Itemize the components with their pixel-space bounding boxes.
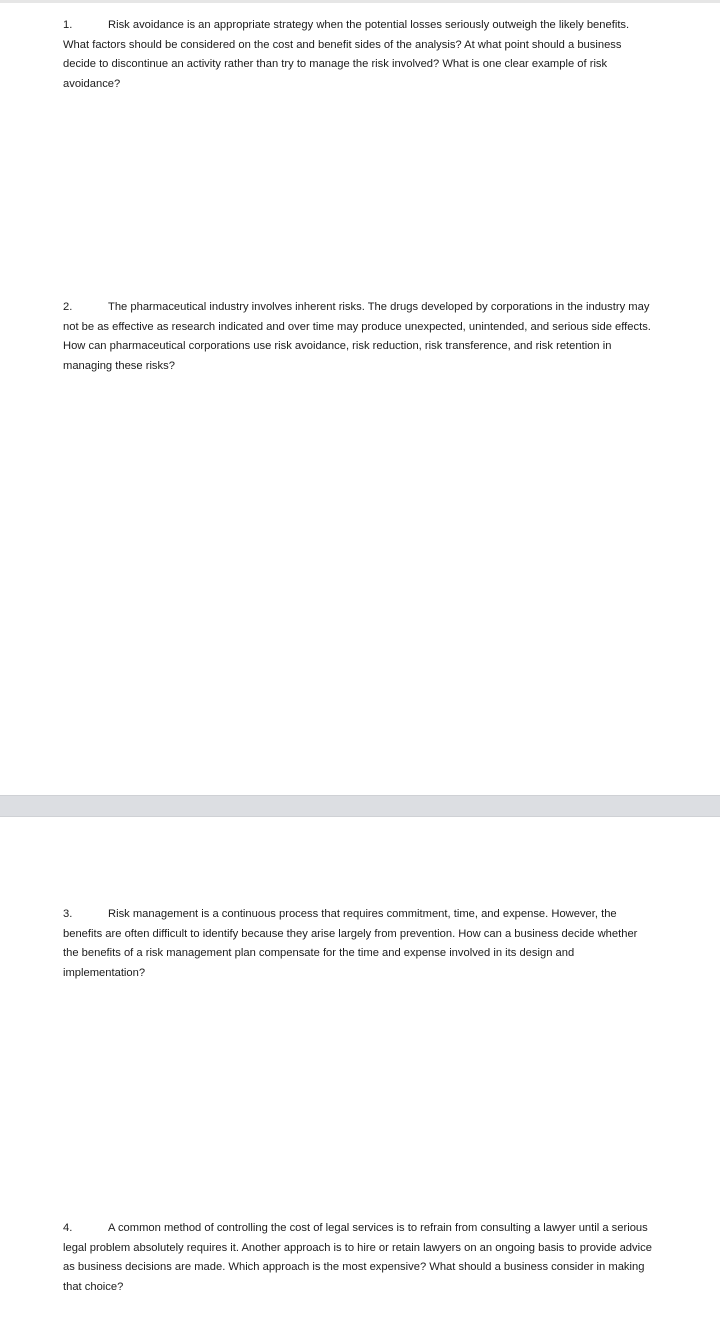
question-number: 2. xyxy=(63,301,73,313)
question-3 xyxy=(63,905,653,983)
question-text: Risk avoidance is an appropriate strategy when the potential losses seriously outweigh the likely benefits. What factors should be considered on the cost and benefit sides of the analysis? At what point should a business decide to discontinue an activity rather than try to manage the risk involved? What is one clear example of risk avoidance? xyxy=(63,19,630,90)
page-top-edge xyxy=(0,0,720,3)
question-4 xyxy=(63,1219,653,1297)
question-2 xyxy=(63,298,653,376)
question-text: The pharmaceutical industry involves inherent risks. The drugs developed by corporations in the industry may not be as effective as research indicated and over time may produce unexpected, unintended, and serious side effects. How can pharmaceutical corporations use risk avoidance, risk reduction, risk transference, and risk retention in managing these risks? xyxy=(63,301,651,372)
page-break xyxy=(0,795,720,817)
question-number: 1. xyxy=(63,19,73,31)
question-text: Risk management is a continuous process that requires commitment, time, and expense. However, the benefits are often difficult to identify because they arise largely from prevention. How can a business decide whether the benefits of a risk management plan compensate for the time and expense involved in its design and implementation? xyxy=(63,908,638,979)
question-1 xyxy=(63,16,653,94)
question-text: A common method of controlling the cost of legal services is to refrain from consulting a lawyer until a serious legal problem absolutely requires it. Another approach is to hire or retain lawyers on an ongoing basis to provide advice as business decisions are made. Which approach is the most expensive? What should a business consider in making that choice? xyxy=(63,1222,652,1293)
question-number: 3. xyxy=(63,908,73,920)
question-number: 4. xyxy=(63,1222,73,1234)
